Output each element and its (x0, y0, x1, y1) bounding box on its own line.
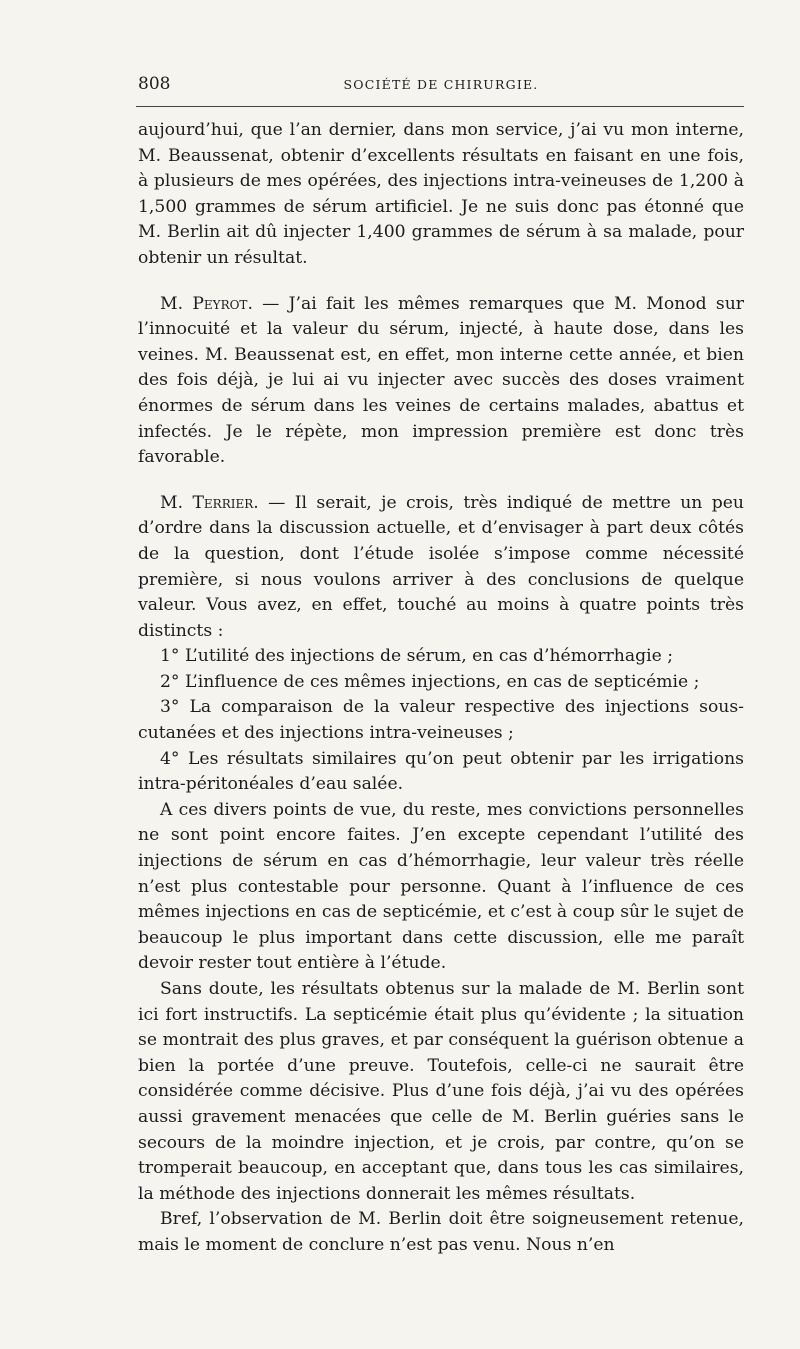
speaker-name: M. Terrier. (160, 492, 259, 513)
list-item-text: 2° L’influence de ces mêmes injections, en cas de septicémie ; (160, 671, 700, 692)
paragraph-continuation (138, 118, 744, 272)
list-item (138, 644, 744, 670)
paragraph-terrier (138, 491, 744, 645)
speaker-name: M. Peyrot. (160, 293, 253, 314)
paragraph (138, 977, 744, 1207)
paragraph-text: A ces divers points de vue, du reste, mes convictions personnelles ne sont point encore faites. J’en excepte cependant l’utilité des injections de sérum en cas d’hémorrhagie, leur valeur très réelle n’est plus contestable pour personne. Quant à l’influence de ces mêmes injections en cas de septicémie, et c’est à coup sûr le sujet de beaucoup le plus important dans cette discussion, elle me paraît devoir rester tout entière à l’étude. (138, 799, 744, 974)
list-item (138, 747, 744, 798)
list-item-text: 3° La comparaison de la valeur respective des injections sous-cutanées et des injections intra-veineuses ; (138, 697, 744, 744)
page-header (138, 74, 744, 98)
page-number: 808 (138, 74, 171, 94)
list-item (138, 695, 744, 746)
list-item-text: 4° Les résultats similaires qu’on peut obtenir par les irrigations intra-péritonéales d’eau salée. (138, 748, 744, 795)
running-title: SOCIÉTÉ DE CHIRURGIE. (343, 77, 539, 92)
paragraph-text: — Il serait, je crois, très indiqué de mettre un peu d’ordre dans la discussion actuelle, et d’envisager à part deux côtés de la question, dont l’étude isolée s’impose comme nécessité première, si nous voulons arriver à des conclusions de quelque valeur. Vous avez, en effet, touché au moins à quatre points très distincts : (138, 492, 744, 641)
paragraph-text: Sans doute, les résultats obtenus sur la malade de M. Berlin sont ici fort instructifs. La septicémie était plus qu’évidente ; la situation se montrait des plus graves, et par conséquent la guérison obtenue a bien la portée d’une preuve. Toutefois, celle-ci ne saurait être considérée comme décisive. Plus d’une fois déjà, j’ai vu des opérées aussi gravement menacées que celle de M. Berlin guéries sans le secours de la moindre injection, et je crois, par contre, qu’on se tromperait beaucoup, en acceptant que, dans tous les cas similaires, la méthode des injections donnerait les mêmes résultats. (138, 979, 744, 1204)
paragraph (138, 798, 744, 977)
paragraph-text: aujourd’hui, que l’an dernier, dans mon service, j’ai vu mon interne, M. Beaussenat, obtenir d’excellents résultats en faisant en une fois, à plusieurs de mes opérées, des injections intra-veineuses de 1,200 à 1,500 grammes de sérum artificiel. Je ne suis donc pas étonné que M. Berlin ait dû injecter 1,400 grammes de sérum à sa malade, pour obtenir un résultat. (138, 120, 744, 268)
body-text (138, 118, 744, 1259)
paragraph-text: — J’ai fait les mêmes remarques que M. Monod sur l’innocuité et la valeur du sérum, injecté, à haute dose, dans les veines. M. Beaussenat est, en effet, mon interne cette année, et bien des fois déjà, je lui ai vu injecter avec succès des doses vraiment énormes de sérum dans les veines de certains malades, abattus et infectés. Je le répète, mon impression première est donc très favorable. (138, 293, 744, 468)
header-rule (136, 106, 744, 107)
list-item-text: 1° L’utilité des injections de sérum, en cas d’hémorrhagie ; (160, 646, 674, 667)
paragraph (138, 1207, 744, 1258)
paragraph-text: Bref, l’observation de M. Berlin doit être soigneusement retenue, mais le moment de conclure n’est pas venu. Nous n’en (138, 1209, 744, 1255)
list-item (138, 670, 744, 696)
paragraph-peyrot (138, 292, 744, 471)
